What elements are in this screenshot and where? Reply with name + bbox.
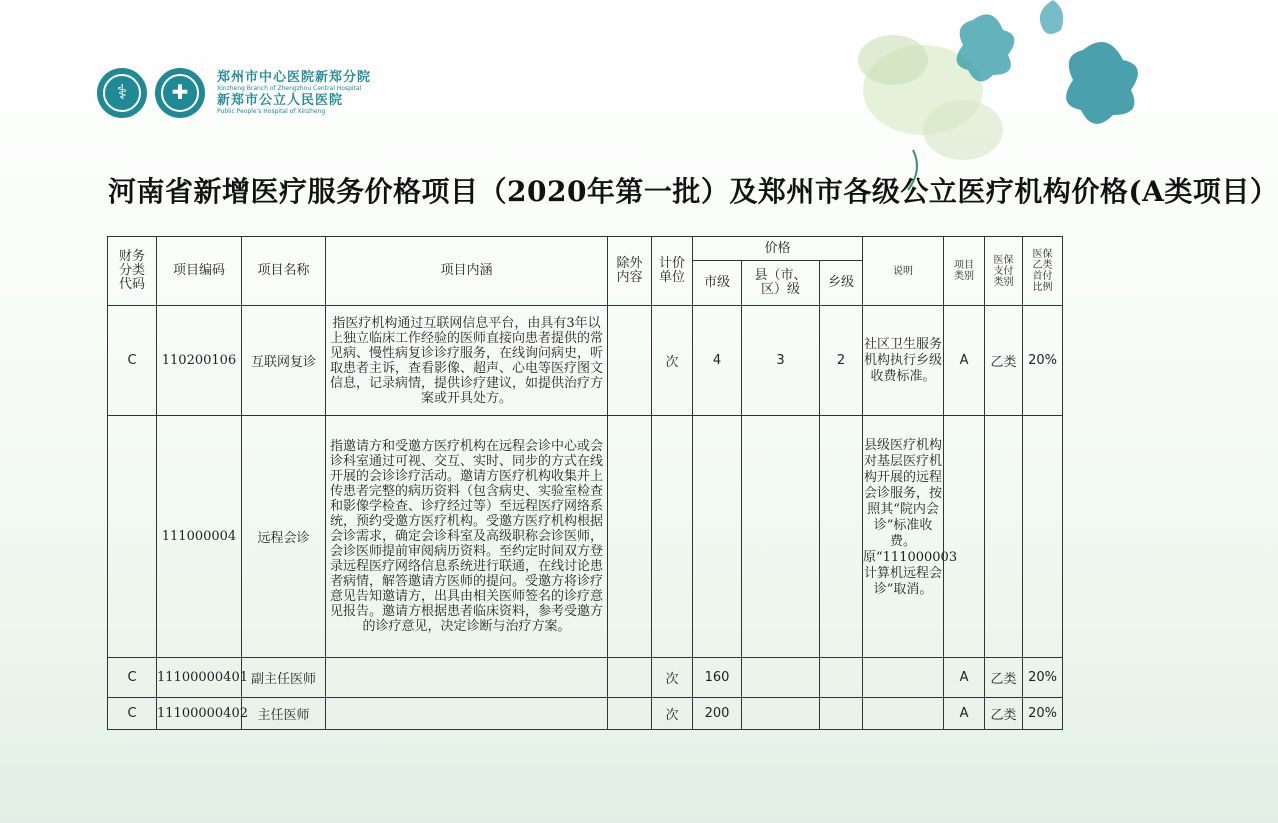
- cell-county-price: [742, 416, 820, 658]
- cell-unit: [652, 416, 693, 658]
- cell-note: 县级医疗机构对基层医疗机构开展的远程会诊服务，按照其“院内会诊”标准收费。原“111000003计算机远程会诊”取消。: [863, 416, 944, 658]
- cell-county-price: [742, 658, 820, 698]
- cell-category: A: [944, 698, 985, 730]
- cell-note: [863, 658, 944, 698]
- cell-content: [326, 698, 608, 730]
- cell-insurance-type: 乙类: [985, 698, 1023, 730]
- cell-fin-code: [108, 416, 157, 658]
- price-table: [107, 236, 1063, 730]
- header-township: 乡级: [820, 261, 863, 306]
- header-category: 项目类别: [944, 237, 985, 306]
- table-row: [108, 658, 1063, 698]
- cell-item-name: 互联网复诊: [242, 306, 326, 416]
- cell-city-price: [693, 416, 742, 658]
- cell-county-price: 3: [742, 306, 820, 416]
- cell-city-price: 160: [693, 658, 742, 698]
- hospital-name-en-2: Public People's Hospital of Xinzheng: [217, 108, 326, 115]
- cell-insurance-ratio: 20%: [1023, 658, 1063, 698]
- cell-excluded: [608, 306, 652, 416]
- cell-category: A: [944, 658, 985, 698]
- cell-township-price: [820, 658, 863, 698]
- red-cross-emblem-icon: ✚: [155, 68, 205, 118]
- cell-content: 指医疗机构通过互联网信息平台，由具有3年以上独立临床工作经验的医师直接向患者提供的常见病、慢性病复诊诊疗服务，在线询问病史，听取患者主诉，查看影像、超声、心电等医疗图文信息，记录病情，提供诊疗建议，如提供治疗方案或开具处方。: [326, 306, 608, 416]
- cell-township-price: [820, 698, 863, 730]
- header-content: 项目内涵: [326, 237, 608, 306]
- header-excluded: 除外内容: [608, 237, 652, 306]
- cell-county-price: [742, 698, 820, 730]
- cell-unit: 次: [652, 306, 693, 416]
- header-fin-code: 财务分类代码: [108, 237, 157, 306]
- header-county: 县（市、区）级: [742, 261, 820, 306]
- cell-item-code: 11100000402: [157, 698, 242, 730]
- cell-insurance-ratio: [1023, 416, 1063, 658]
- cell-township-price: 2: [820, 306, 863, 416]
- header-city: 市级: [693, 261, 742, 306]
- cell-fin-code: C: [108, 306, 157, 416]
- cell-category: A: [944, 306, 985, 416]
- cell-item-name: 远程会诊: [242, 416, 326, 658]
- cell-unit: 次: [652, 698, 693, 730]
- cell-item-code: 111000004: [157, 416, 242, 658]
- cell-item-code: 110200106: [157, 306, 242, 416]
- header-insurance-type: 医保支付类别: [985, 237, 1023, 306]
- table-row: [108, 698, 1063, 730]
- cell-insurance-ratio: 20%: [1023, 306, 1063, 416]
- cell-city-price: 200: [693, 698, 742, 730]
- cell-insurance-type: [985, 416, 1023, 658]
- cell-township-price: [820, 416, 863, 658]
- cell-excluded: [608, 698, 652, 730]
- cell-content: 指邀请方和受邀方医疗机构在远程会诊中心或会诊科室通过可视、交互、实时、同步的方式在线开展的会诊诊疗活动。邀请方医疗机构收集并上传患者完整的病历资料（包含病史、实验室检查和影像学检查、诊疗经过等）至远程医疗网络系统，预约受邀方医疗机构。受邀方医疗机构根据会诊需求，确定会诊科室及高级职称会诊医师，会诊医师提前审阅病历资料。至约定时间双方登录远程医疗网络信息系统进行联通，在线讨论患者病情，解答邀请方医师的提问。受邀方将诊疗意见告知邀请方，出具由相关医师签名的诊疗意见报告。邀请方根据患者临床资料，参考受邀方的诊疗意见，决定诊断与治疗方案。: [326, 416, 608, 658]
- cell-category: [944, 416, 985, 658]
- header-item-code: 项目编码: [157, 237, 242, 306]
- header-note: 说明: [863, 237, 944, 306]
- header-price: 价格: [693, 237, 863, 261]
- header-unit: 计价单位: [652, 237, 693, 306]
- cell-item-name: 副主任医师: [242, 658, 326, 698]
- cell-unit: 次: [652, 658, 693, 698]
- hospital-name-cn-1: 郑州市中心医院新郑分院: [217, 70, 372, 85]
- hospital-names: [217, 70, 371, 116]
- cell-fin-code: C: [108, 698, 157, 730]
- cell-content: [326, 658, 608, 698]
- cell-excluded: [608, 416, 652, 658]
- cell-city-price: 4: [693, 306, 742, 416]
- cell-insurance-type: 乙类: [985, 658, 1023, 698]
- cell-item-code: 11100000401: [157, 658, 242, 698]
- hospital-name-cn-2: 新郑市公立人民医院: [217, 93, 344, 108]
- cell-fin-code: C: [108, 658, 157, 698]
- header-insurance-ratio: 医保乙类首付比例: [1023, 237, 1063, 306]
- page-title: 河南省新增医疗服务价格项目（2020年第一批）及郑州市各级公立医疗机构价格(A类项目）: [108, 175, 1278, 208]
- cell-excluded: [608, 658, 652, 698]
- cell-item-name: 主任医师: [242, 698, 326, 730]
- header-item-name: 项目名称: [242, 237, 326, 306]
- table-header-row: [108, 237, 1063, 261]
- cell-note: [863, 698, 944, 730]
- table-row: [108, 306, 1063, 416]
- hospital-emblem-icon: ⚕: [97, 68, 147, 118]
- table-row: [108, 416, 1063, 658]
- cell-note: 社区卫生服务机构执行乡级收费标准。: [863, 306, 944, 416]
- cell-insurance-type: 乙类: [985, 306, 1023, 416]
- hospital-logos: [97, 68, 371, 118]
- cell-insurance-ratio: 20%: [1023, 698, 1063, 730]
- hospital-name-en-1: Xinzheng Branch of Zhengzhou Central Hospital: [217, 85, 362, 92]
